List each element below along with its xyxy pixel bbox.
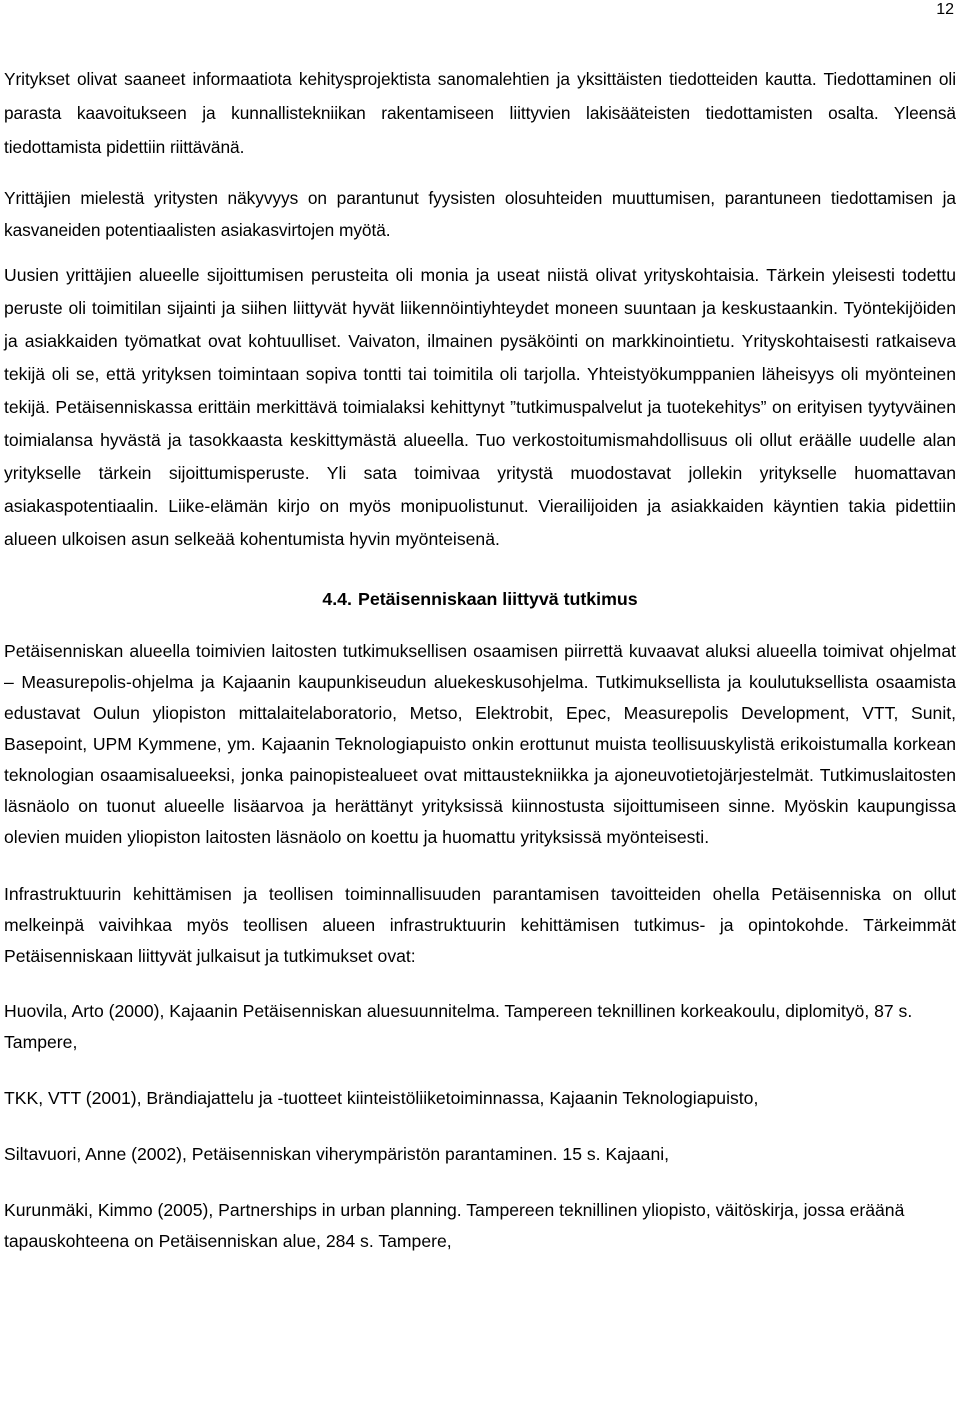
page-number: 12	[936, 1, 954, 18]
paragraph-location-reasons: Uusien yrittäjien alueelle sijoittumisen perusteita oli monia ja useat niistä olivat yrityskohtaisia. Tärkein yleisesti todettu peruste oli toimitilan sijainti ja siihen liittyvät hyvät liikennöintiyhteydet moneen suuntaan ja keskustaankin. Työntekijöiden ja asiakkaiden työmatkat ovat kohtuulliset. Vaivaton, ilmainen pysäköinti on markkinointietu. Yrityskohtaisesti ratkaiseva tekijä oli se, että yrityksen toimintaan sopiva tontti tai toimitila oli tarjolla. Yhteistyökumppanien läheisyys oli myönteinen tekijä. Petäisenniskassa erittäin merkittävä toimialaksi kehittynyt ”tutkimuspalvelut ja tuotekehitys” on erityisen tyytyväinen toimialansa hyvästä ja tasokkaasta keskittymästä alueella. Tuo verkostoitumismahdollisuus oli ollut eräälle uudelle alan yritykselle tärkein sijoittumisperuste. Yli sata toimivaa yritystä muodostavat jollekin yritykselle huomattavan asiakaspotentiaalin. Liike-elämän kirjo on myös monipuolistunut. Vierailijoiden ja asiakkaiden käyntien takia pidettiin alueen ulkoisen asun selkeää kohentumista hyvin myönteisenä.	[4, 265, 956, 549]
section-heading	[4, 582, 956, 616]
page-content	[4, 62, 956, 1257]
section-title: Petäisenniskaan liittyvä tutkimus	[358, 589, 638, 609]
paragraph-research: Petäisenniskan alueella toimivien laitosten tutkimuksellisen osaamisen piirrettä kuvaavat aluksi alueella toimivat ohjelmat – Measurepolis-ohjelma ja Kajaanin kaupunkiseudun aluekeskusohjelma. Tutkimuksellista ja koulutuksellista osaamista edustavat Oulun yliopiston mittalaitelaboratorio, Metso, Elektrobit, Epec, Measurepolis Development, VTT, Sunit, Basepoint, UPM Kymmene, ym. Kajaanin Teknologiapuisto onkin erottunut muista teollisuuskylistä erikoistumalla korkean teknologian osaamisalueeksi, jonka painopistealueet ovat mittaustekniikka ja ajoneuvotietojärjestelmät. Tutkimuslaitosten läsnäolo on tuonut alueelle lisäarvoa ja herättänyt yrityksissä kiinnostusta sijoittumiseen sinne. Myöskin kaupungissa olevien muiden yliopiston laitosten läsnäolo on koettu ja huomattu yrityksissä myönteisesti.	[4, 641, 956, 847]
reference-item: Huovila, Arto (2000), Kajaanin Petäisenniskan aluesuunnitelma. Tampereen teknillinen korkeakoulu, diplomityö, 87 s. Tampere,	[4, 1001, 913, 1052]
reference-item: TKK, VTT (2001), Brändiajattelu ja -tuotteet kiinteistöliiketoiminnassa, Kajaanin Teknologiapuisto,	[4, 1088, 759, 1108]
paragraph-infrastructure: Infrastruktuurin kehittämisen ja teollisen toiminnallisuuden parantamisen tavoitteiden ohella Petäisenniska on ollut melkeinpä vaivihkaa myös teollisen alueen infrastruktuurin kehittämisen tutkimus- ja opintokohde. Tärkeimmät Petäisenniskaan liittyvät julkaisut ja tutkimukset ovat:	[4, 884, 956, 966]
section-number: 4.4.	[322, 589, 352, 609]
paragraph-information: Yritykset olivat saaneet informaatiota kehitysprojektista sanomalehtien ja yksittäisten tiedotteiden kautta. Tiedottaminen oli parasta kaavoitukseen ja kunnallistekniikan rakentamiseen liittyvien lakisääteisten tiedottamisten osalta. Yleensä tiedottamista pidettiin riittävänä.	[4, 69, 956, 157]
reference-item: Kurunmäki, Kimmo (2005), Partnerships in urban planning. Tampereen teknillinen yliopisto, väitöskirja, jossa eräänä tapauskohteena on Petäisenniskan alue, 284 s. Tampere,	[4, 1200, 905, 1251]
paragraph-visibility: Yrittäjien mielestä yritysten näkyvyys on parantunut fyysisten olosuhteiden muuttumisen, parantuneen tiedottamisen ja kasvaneiden potentiaalisten asiakasvirtojen myötä.	[4, 188, 956, 240]
reference-item: Siltavuori, Anne (2002), Petäisenniskan viherympäristön parantaminen. 15 s. Kajaani,	[4, 1144, 670, 1164]
